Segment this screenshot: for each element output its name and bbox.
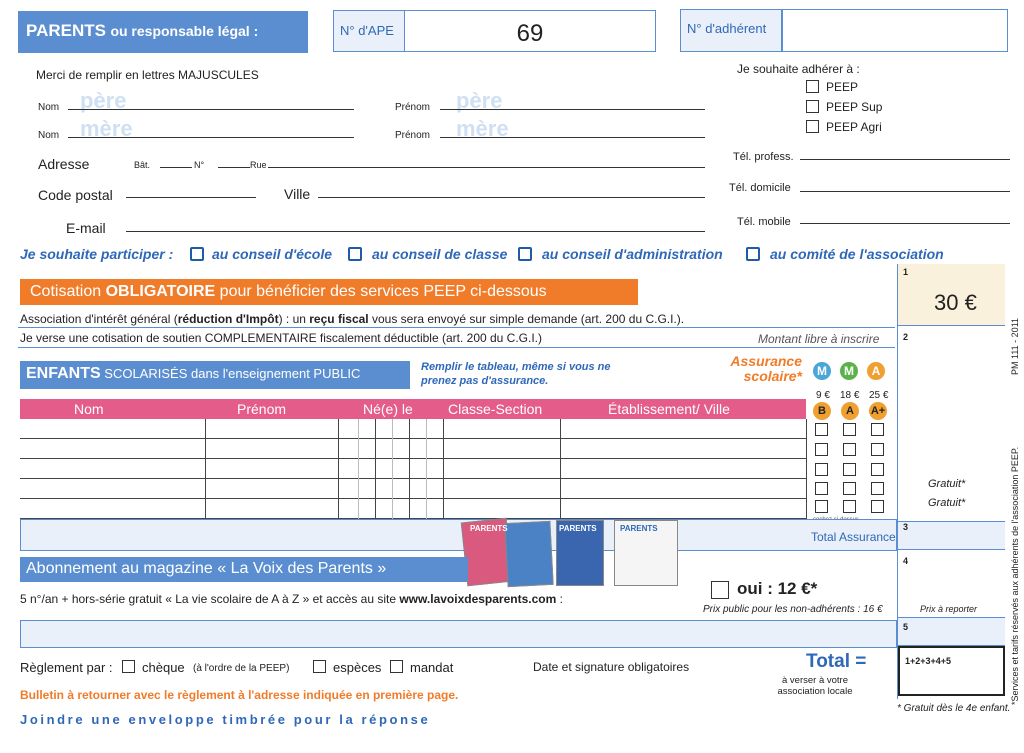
verser-note: à verser à votre association locale [777, 675, 853, 697]
conseil-ecole-checkbox[interactable] [190, 247, 204, 261]
email-field[interactable] [126, 222, 705, 232]
m-badge-green-icon: M [840, 362, 858, 380]
gratuit-note: * Gratuit dès le 4e enfant. [897, 703, 1011, 714]
comite-checkbox[interactable] [746, 247, 760, 261]
row-number-2: 2 [903, 332, 909, 342]
tel-mob-field[interactable] [800, 214, 1010, 224]
cheque-checkbox[interactable] [122, 660, 135, 673]
cotisation-line-2: Je verse une cotisation de soutien COMPLEMENTAIRE fiscalement déductible (art. 200 du C.G.I.) [20, 331, 543, 345]
price-9: 9 € [816, 390, 830, 401]
ins-a-4[interactable] [843, 482, 856, 495]
ape-number-field[interactable]: 69 [404, 10, 656, 52]
ins-aplus-1[interactable] [871, 423, 884, 436]
level-a-icon: A [841, 402, 859, 420]
especes-checkbox[interactable] [313, 660, 326, 673]
mere-watermark-2: mère [456, 116, 509, 141]
peep-checkbox[interactable] [806, 80, 819, 93]
peep-agri-checkbox[interactable] [806, 120, 819, 133]
bat-field[interactable] [160, 158, 192, 168]
magazine-header: Abonnement au magazine « La Voix des Parents » [20, 557, 468, 582]
ins-a-1[interactable] [843, 423, 856, 436]
rue-label: Rue [250, 160, 267, 170]
magazine-oui-label: oui : 12 €* [737, 579, 818, 598]
cover-title-3: PARENTS [620, 524, 658, 533]
ins-b-3[interactable] [815, 463, 828, 476]
prix-public: Prix public pour les non-adhérents : 16 € [703, 604, 883, 615]
cheque-label: chèque [142, 660, 185, 675]
children-table [20, 419, 806, 519]
ins-b-2[interactable] [815, 443, 828, 456]
ins-aplus-4[interactable] [871, 482, 884, 495]
enfants-note: Remplir le tableau, même si vous ne prenez pas d'assurance. [421, 361, 611, 387]
side-note: *Services et tarifs réservés aux adhérents de l'association PEEP. [1010, 446, 1020, 705]
peep-sup-checkbox[interactable] [806, 100, 819, 113]
ins-a-2[interactable] [843, 443, 856, 456]
prix-reporter: Prix à reporter [920, 604, 978, 614]
conseil-classe-label: au conseil de classe [372, 246, 508, 262]
magazine-covers-image [462, 518, 684, 590]
date-signature: Date et signature obligatoires [533, 660, 690, 674]
bulletin-note: Bulletin à retourner avec le règlement à l'adresse indiquée en première page. [20, 688, 459, 702]
ins-b-5[interactable] [815, 500, 828, 513]
prenom-pere-field[interactable] [440, 100, 705, 110]
parents-header: PARENTS ou responsable légal : [18, 11, 308, 53]
adresse-label: Adresse [38, 156, 90, 172]
tel-dom-label: Tél. domicile [729, 182, 791, 194]
tel-prof-field[interactable] [800, 150, 1010, 160]
nom-pere-field[interactable] [68, 100, 354, 110]
ins-a-3[interactable] [843, 463, 856, 476]
nom-mere-field[interactable] [68, 128, 354, 138]
nom-label-2: Nom [38, 130, 60, 141]
reglement-label: Règlement par : [20, 660, 113, 675]
col-etablissement: Établissement/ Ville [608, 401, 730, 417]
ville-label: Ville [284, 186, 311, 202]
prenom-label-2: Prénom [395, 130, 431, 141]
participer-label: Je souhaite participer : [20, 246, 174, 262]
side-code: PM 111 - 2011 [1010, 317, 1020, 375]
cover-title-2: PARENTS [559, 524, 597, 533]
magazine-desc: 5 n°/an + hors-série gratuit « La vie scolaire de A à Z » et accès au site www.lavoixdesparents.com : [20, 592, 563, 606]
ins-a-5[interactable] [843, 500, 856, 513]
assurance-label: Assurance scolaire* [730, 353, 802, 384]
adherent-label-box: N° d'adhérent [680, 9, 782, 52]
a-badge-icon: A [867, 362, 885, 380]
tel-mob-label: Tél. mobile [737, 216, 791, 228]
price-18: 18 € [840, 390, 860, 401]
magazine-total-row [20, 620, 897, 648]
level-b-icon: B [813, 402, 831, 420]
conseil-classe-checkbox[interactable] [348, 247, 362, 261]
code-postal-label: Code postal [38, 187, 113, 203]
mandat-checkbox[interactable] [390, 660, 403, 673]
tel-dom-field[interactable] [800, 182, 1010, 192]
level-aplus-icon: A+ [869, 402, 887, 420]
row-number-5: 5 [903, 622, 909, 632]
pere-watermark: père [80, 88, 127, 113]
cotisation-line-1: Association d'intérêt général (réduction d'Impôt) : un reçu fiscal vous sera envoyé sur simple demande (art. 200 du C.G.I.). [20, 312, 685, 326]
peep-label: PEEP [826, 80, 859, 94]
cotisation-banner: Cotisation OBLIGATOIRE pour bénéficier des services PEEP ci-dessous [20, 279, 638, 305]
enfants-header: ENFANTS SCOLARISÉS dans l'enseignement PUBLIC [20, 361, 410, 389]
rue-field[interactable] [268, 158, 705, 168]
tel-prof-label: Tél. profess. [733, 151, 794, 163]
no-label: N° [194, 160, 205, 170]
mere-watermark: mère [80, 116, 133, 141]
prenom-mere-field[interactable] [440, 128, 705, 138]
row-number-1: 1 [903, 267, 909, 277]
gratuit-2: Gratuit* [928, 497, 966, 509]
row-number-3: 3 [903, 522, 909, 532]
bat-label: Bât. [134, 160, 151, 170]
cover-title-1: PARENTS [470, 524, 508, 533]
comite-label: au comité de l'association [770, 246, 944, 262]
especes-label: espèces [333, 660, 382, 675]
ins-b-4[interactable] [815, 482, 828, 495]
montant-libre: Montant libre à inscrire [758, 332, 880, 346]
code-postal-field[interactable] [126, 188, 256, 198]
total-label: Total = [806, 651, 867, 672]
total-assurance-row [20, 519, 897, 551]
mandat-label: mandat [410, 660, 454, 675]
nom-label-1: Nom [38, 102, 60, 113]
price-25: 25 € [869, 390, 889, 401]
m-badge-blue-icon: M [813, 362, 831, 380]
ins-b-1[interactable] [815, 423, 828, 436]
ins-aplus-5[interactable] [871, 500, 884, 513]
amount-1: 30 € [934, 290, 977, 315]
gratuit-1: Gratuit* [928, 478, 966, 490]
col-ne-le: Né(e) le [363, 401, 413, 417]
ins-aplus-3[interactable] [871, 463, 884, 476]
peep-agri-label: PEEP Agri [826, 120, 882, 134]
prenom-label-1: Prénom [395, 102, 431, 113]
col-classe: Classe-Section [448, 401, 543, 417]
conseil-admin-checkbox[interactable] [518, 247, 532, 261]
cheque-note: (à l'ordre de la PEEP) [193, 663, 290, 674]
conseil-ecole-label: au conseil d'école [212, 246, 333, 262]
joindre-note: Joindre une enveloppe timbrée pour la réponse [20, 712, 431, 727]
total-assurance-label: Total Assurance [811, 530, 896, 544]
peep-sup-label: PEEP Sup [826, 100, 883, 114]
row-number-4: 4 [903, 556, 909, 566]
instructions: Merci de remplir en lettres MAJUSCULES [36, 68, 259, 82]
ville-field[interactable] [318, 188, 705, 198]
adherent-number-field[interactable] [782, 9, 1008, 52]
adherer-title: Je souhaite adhérer à : [737, 62, 860, 76]
email-label: E-mail [66, 220, 106, 236]
table-header [20, 399, 806, 419]
magazine-oui-checkbox[interactable] [711, 581, 729, 599]
col-prenom: Prénom [237, 401, 287, 417]
col-nom: Nom [74, 401, 104, 417]
total-formula: 1+2+3+4+5 [905, 656, 952, 666]
conseil-admin-label: au conseil d'administration [542, 246, 723, 262]
no-field[interactable] [218, 158, 250, 168]
pere-watermark-2: père [456, 88, 503, 113]
ape-label-box: N° d'APE [333, 10, 405, 52]
ins-aplus-2[interactable] [871, 443, 884, 456]
